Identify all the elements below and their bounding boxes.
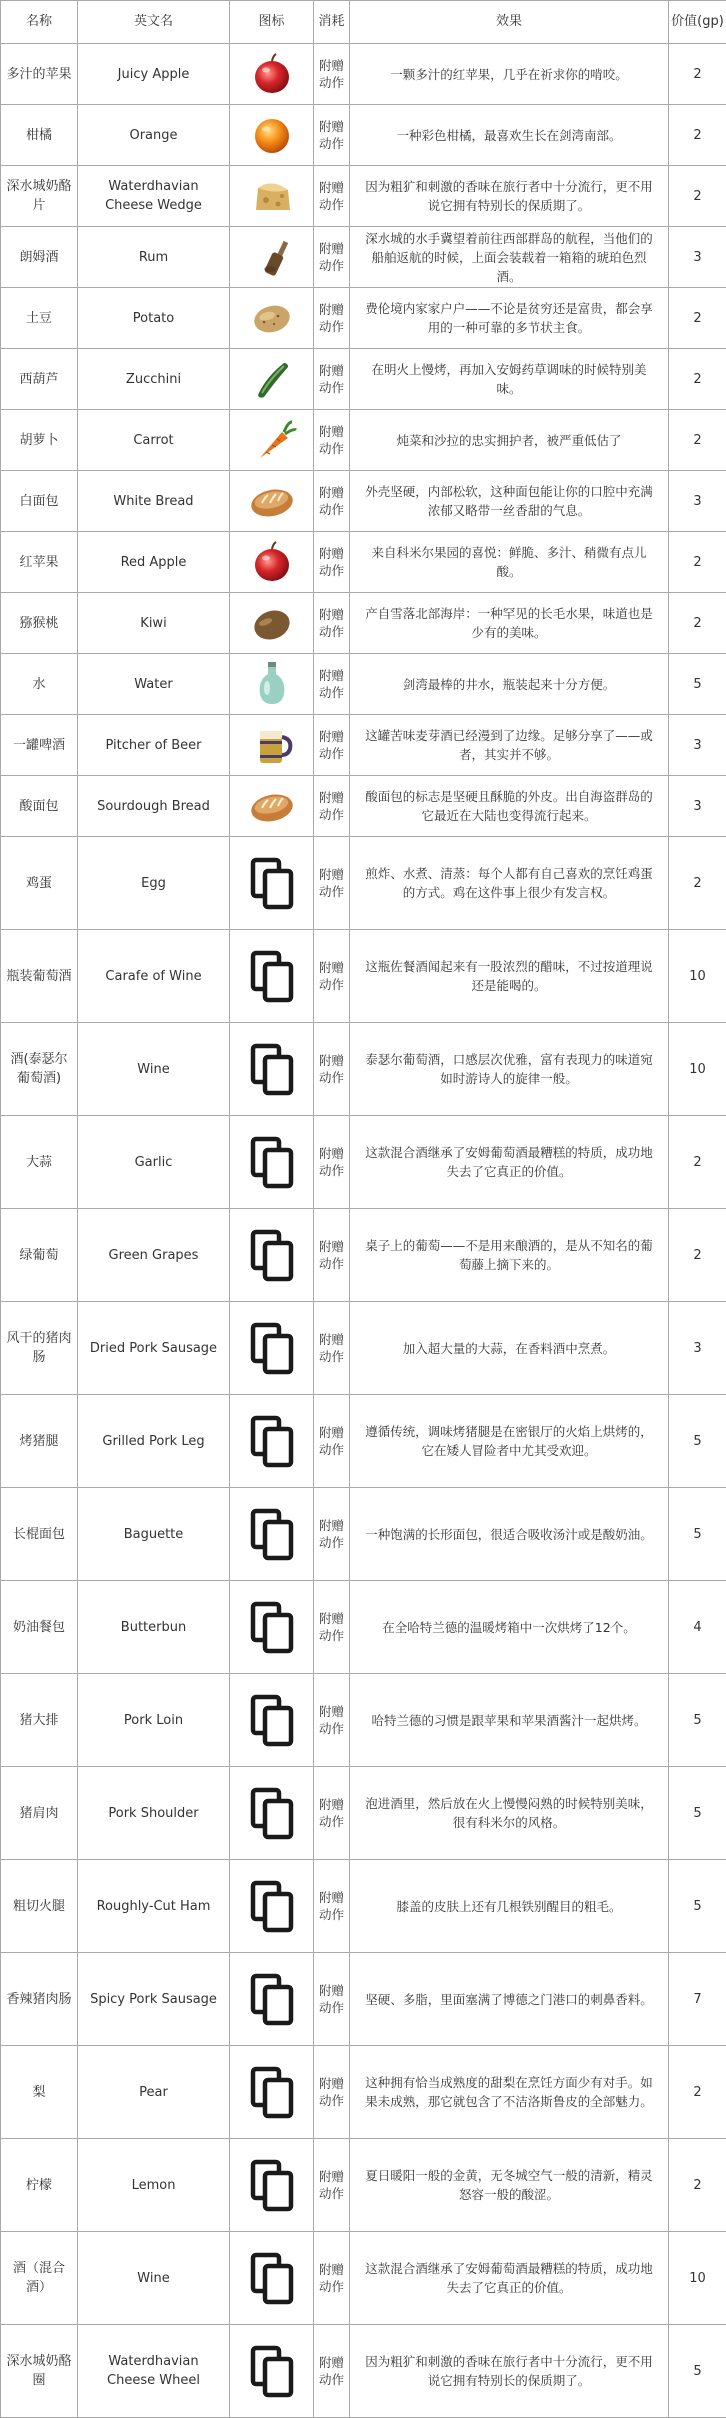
item-value: 2 [669,288,726,349]
cards-icon [242,1599,302,1655]
table-row [1,715,726,776]
item-consume: 附赠动作 [314,2046,350,2139]
item-value: 3 [669,227,726,288]
header-consume: 消耗 [314,1,350,44]
item-name: 柠檬 [1,2139,78,2232]
item-english-name: Waterdhavian Cheese Wheel [78,2325,230,2418]
item-icon-cell [230,2232,314,2325]
table-row [1,1023,726,1116]
item-icon-cell [230,1116,314,1209]
item-name: 西葫芦 [1,349,78,410]
item-effect: 煎炸、水煮、清蒸：每个人都有自己喜欢的烹饪鸡蛋的方式。鸡在这件事上很少有发言权。 [350,837,669,930]
item-icon-cell [230,776,314,837]
cards-icon [242,2064,302,2120]
table-row [1,2232,726,2325]
item-effect: 桌子上的葡萄——不是用来酿酒的，是从不知名的葡萄藤上摘下来的。 [350,1209,669,1302]
item-consume: 附赠动作 [314,1953,350,2046]
cards-icon [242,1320,302,1376]
item-english-name: Butterbun [78,1581,230,1674]
item-icon-cell [230,2325,314,2418]
cards-icon [242,1785,302,1841]
item-english-name: Pork Loin [78,1674,230,1767]
item-english-name: Kiwi [78,593,230,654]
item-effect: 深水城的水手冀望着前往西部群岛的航程，当他们的船舶返航的时候，上面会装载着一箱箱的琥珀色烈酒。 [350,227,669,288]
item-consume: 附赠动作 [314,410,350,471]
header-value: 价值(gp) [669,1,726,44]
item-icon-cell [230,1488,314,1581]
bread-icon [242,473,302,529]
item-value: 2 [669,349,726,410]
item-icon-cell [230,654,314,715]
table-row [1,1953,726,2046]
table-row [1,1488,726,1581]
item-english-name: Grilled Pork Leg [78,1395,230,1488]
table-row [1,930,726,1023]
item-value: 4 [669,1581,726,1674]
item-english-name: Sourdough Bread [78,776,230,837]
cards-icon [242,2250,302,2306]
item-consume: 附赠动作 [314,776,350,837]
item-english-name: Wine [78,2232,230,2325]
item-consume: 附赠动作 [314,654,350,715]
item-consume: 附赠动作 [314,1023,350,1116]
item-effect: 膝盖的皮肤上还有几根铁别醒目的粗毛。 [350,1860,669,1953]
item-consume: 附赠动作 [314,715,350,776]
item-english-name: Pitcher of Beer [78,715,230,776]
cards-icon [242,1692,302,1748]
item-english-name: Dried Pork Sausage [78,1302,230,1395]
cheese-wedge-icon [242,168,302,224]
item-consume: 附赠动作 [314,1488,350,1581]
item-effect: 泰瑟尔葡萄酒，口感层次优雅，富有表现力的味道宛如时游诗人的旋律一般。 [350,1023,669,1116]
table-row [1,105,726,166]
item-name: 红苹果 [1,532,78,593]
table-row [1,227,726,288]
table-row [1,288,726,349]
item-effect: 酸面包的标志是坚硬且酥脆的外皮。出自海盗群岛的它最近在大陆也变得流行起来。 [350,776,669,837]
item-consume: 附赠动作 [314,227,350,288]
item-icon-cell [230,593,314,654]
item-icon-cell [230,227,314,288]
item-consume: 附赠动作 [314,837,350,930]
item-english-name: Waterdhavian Cheese Wedge [78,166,230,227]
item-consume: 附赠动作 [314,1674,350,1767]
table-row [1,837,726,930]
table-row [1,593,726,654]
item-consume: 附赠动作 [314,2139,350,2232]
item-icon-cell [230,105,314,166]
table-row [1,1767,726,1860]
item-value: 3 [669,715,726,776]
table-row [1,1581,726,1674]
item-effect: 这款混合酒继承了安姆葡萄酒最糟糕的特质，成功地失去了它真正的价值。 [350,1116,669,1209]
item-icon-cell [230,471,314,532]
item-effect: 因为粗犷和刺激的香味在旅行者中十分流行，更不用说它拥有特别长的保质期了。 [350,2325,669,2418]
cards-icon [242,1413,302,1469]
cards-icon [242,2157,302,2213]
item-english-name: Pear [78,2046,230,2139]
cards-icon [242,2343,302,2399]
table-row [1,532,726,593]
item-consume: 附赠动作 [314,1860,350,1953]
item-value: 10 [669,1023,726,1116]
item-icon-cell [230,1953,314,2046]
item-consume: 附赠动作 [314,593,350,654]
item-name: 朗姆酒 [1,227,78,288]
item-effect: 剑湾最棒的井水，瓶装起来十分方便。 [350,654,669,715]
item-name: 梨 [1,2046,78,2139]
item-english-name: Baguette [78,1488,230,1581]
item-icon-cell [230,1767,314,1860]
carrot-icon [242,412,302,468]
item-icon-cell [230,288,314,349]
cards-icon [242,1134,302,1190]
table-row [1,1209,726,1302]
item-value: 2 [669,1116,726,1209]
item-english-name: Zucchini [78,349,230,410]
item-icon-cell [230,2139,314,2232]
item-icon-cell [230,2046,314,2139]
item-value: 3 [669,1302,726,1395]
item-value: 5 [669,1860,726,1953]
item-value: 5 [669,1674,726,1767]
table-row [1,1860,726,1953]
water-flask-icon [242,656,302,712]
item-value: 3 [669,776,726,837]
item-value: 7 [669,1953,726,2046]
kiwi-icon [242,595,302,651]
item-english-name: Carrot [78,410,230,471]
cards-icon [242,1971,302,2027]
item-effect: 在明火上慢烤，再加入安姆药草调味的时候特别美味。 [350,349,669,410]
item-consume: 附赠动作 [314,2232,350,2325]
table-row [1,166,726,227]
item-consume: 附赠动作 [314,44,350,105]
item-english-name: Spicy Pork Sausage [78,1953,230,2046]
item-value: 10 [669,2232,726,2325]
item-icon-cell [230,837,314,930]
item-english-name: Potato [78,288,230,349]
potato-icon [242,290,302,346]
item-icon-cell [230,349,314,410]
item-consume: 附赠动作 [314,349,350,410]
item-consume: 附赠动作 [314,1581,350,1674]
item-consume: 附赠动作 [314,1395,350,1488]
cards-icon [242,1227,302,1283]
item-english-name: Wine [78,1023,230,1116]
item-value: 2 [669,1209,726,1302]
item-effect: 加入超大量的大蒜，在香料酒中烹煮。 [350,1302,669,1395]
item-effect: 坚硬、多脂，里面塞满了博德之门港口的刺鼻香料。 [350,1953,669,2046]
table-row [1,2046,726,2139]
zucchini-icon [242,351,302,407]
item-icon-cell [230,410,314,471]
item-value: 5 [669,2325,726,2418]
item-name: 大蒜 [1,1116,78,1209]
item-effect: 费伦境内家家户户——不论是贫穷还是富贵，都会享用的一种可靠的多节状主食。 [350,288,669,349]
item-value: 2 [669,410,726,471]
item-name: 深水城奶酪片 [1,166,78,227]
item-name: 奶油餐包 [1,1581,78,1674]
cards-icon [242,1506,302,1562]
item-value: 5 [669,654,726,715]
item-value: 2 [669,532,726,593]
item-value: 2 [669,44,726,105]
item-consume: 附赠动作 [314,2325,350,2418]
header-row [1,1,726,44]
item-name: 绿葡萄 [1,1209,78,1302]
item-english-name: Orange [78,105,230,166]
item-english-name: Garlic [78,1116,230,1209]
header-english: 英文名 [78,1,230,44]
table-row [1,654,726,715]
item-value: 5 [669,1488,726,1581]
item-name: 水 [1,654,78,715]
item-effect: 泡进酒里，然后放在火上慢慢闷熟的时候特别美味，很有科米尔的风格。 [350,1767,669,1860]
bread-icon [242,778,302,834]
table-row [1,2325,726,2418]
item-icon-cell [230,166,314,227]
item-value: 3 [669,471,726,532]
table-row [1,1302,726,1395]
item-name: 胡萝卜 [1,410,78,471]
table-row [1,349,726,410]
item-icon-cell [230,1395,314,1488]
item-icon-cell [230,1302,314,1395]
table-row [1,1395,726,1488]
item-name: 猕猴桃 [1,593,78,654]
item-english-name: Carafe of Wine [78,930,230,1023]
item-english-name: Pork Shoulder [78,1767,230,1860]
table-row [1,471,726,532]
item-icon-cell [230,1023,314,1116]
item-name: 酸面包 [1,776,78,837]
item-name: 酒（混合酒） [1,2232,78,2325]
item-effect: 一种饱满的长形面包，很适合吸收汤汁或是酸奶油。 [350,1488,669,1581]
item-name: 鸡蛋 [1,837,78,930]
item-effect: 这款混合酒继承了安姆葡萄酒最糟糕的特质，成功地失去了它真正的价值。 [350,2232,669,2325]
item-consume: 附赠动作 [314,532,350,593]
orange-icon [242,107,302,163]
item-consume: 附赠动作 [314,1116,350,1209]
header-name: 名称 [1,1,78,44]
item-name: 猪肩肉 [1,1767,78,1860]
item-icon-cell [230,1209,314,1302]
item-icon-cell [230,532,314,593]
item-effect: 夏日暖阳一般的金黄，无冬城空气一般的清新，精灵怒容一般的酸涩。 [350,2139,669,2232]
item-effect: 哈特兰德的习惯是跟苹果和苹果酒酱汁一起烘烤。 [350,1674,669,1767]
item-value: 2 [669,166,726,227]
rum-bottle-icon [242,229,302,285]
item-consume: 附赠动作 [314,166,350,227]
item-consume: 附赠动作 [314,1209,350,1302]
item-value: 10 [669,930,726,1023]
item-english-name: Roughly-Cut Ham [78,1860,230,1953]
item-value: 5 [669,1767,726,1860]
item-name: 一罐啤酒 [1,715,78,776]
apple-icon [242,46,302,102]
table-row [1,1674,726,1767]
item-english-name: Red Apple [78,532,230,593]
item-value: 5 [669,1395,726,1488]
item-icon-cell [230,1581,314,1674]
item-icon-cell [230,1674,314,1767]
item-icon-cell [230,44,314,105]
item-name: 烤猪腿 [1,1395,78,1488]
table-row [1,410,726,471]
item-name: 深水城奶酪圈 [1,2325,78,2418]
item-english-name: Egg [78,837,230,930]
item-english-name: Lemon [78,2139,230,2232]
table-row [1,776,726,837]
item-name: 白面包 [1,471,78,532]
item-effect: 炖菜和沙拉的忠实拥护者，被严重低估了 [350,410,669,471]
item-effect: 产自雪落北部海岸：一种罕见的长毛水果，味道也是少有的美味。 [350,593,669,654]
item-consume: 附赠动作 [314,1767,350,1860]
table-row [1,44,726,105]
item-english-name: Water [78,654,230,715]
beer-pitcher-icon [242,717,302,773]
item-english-name: White Bread [78,471,230,532]
item-value: 2 [669,2046,726,2139]
item-name: 柑橘 [1,105,78,166]
item-consume: 附赠动作 [314,930,350,1023]
item-effect: 因为粗犷和刺激的香味在旅行者中十分流行，更不用说它拥有特别长的保质期了。 [350,166,669,227]
item-effect: 一颗多汁的红苹果，几乎在祈求你的啃咬。 [350,44,669,105]
item-value: 2 [669,837,726,930]
item-name: 土豆 [1,288,78,349]
item-effect: 遵循传统，调味烤猪腿是在密银厅的火焰上烘烤的，它在矮人冒险者中尤其受欢迎。 [350,1395,669,1488]
item-consume: 附赠动作 [314,471,350,532]
item-consume: 附赠动作 [314,288,350,349]
item-effect: 外壳坚硬，内部松软，这种面包能让你的口腔中充满浓郁又略带一丝香甜的气息。 [350,471,669,532]
item-name: 粗切火腿 [1,1860,78,1953]
cards-icon [242,1878,302,1934]
item-effect: 这种拥有恰当成熟度的甜梨在烹饪方面少有对手。如果未成熟，那它就包含了不洁洛斯鲁皮的全部魅力。 [350,2046,669,2139]
item-name: 风干的猪肉肠 [1,1302,78,1395]
cards-icon [242,855,302,911]
item-effect: 一种彩色柑橘，最喜欢生长在剑湾南部。 [350,105,669,166]
item-name: 长棍面包 [1,1488,78,1581]
item-name: 多汁的苹果 [1,44,78,105]
item-name: 酒(泰瑟尔葡萄酒) [1,1023,78,1116]
item-effect: 这罐苦味麦芽酒已经漫到了边缘。足够分享了——或者，其实并不够。 [350,715,669,776]
item-effect: 这瓶佐餐酒闻起来有一股浓烈的醋味，不过按道理说还是能喝的。 [350,930,669,1023]
item-name: 香辣猪肉肠 [1,1953,78,2046]
item-english-name: Juicy Apple [78,44,230,105]
apple-icon [242,534,302,590]
item-value: 2 [669,593,726,654]
cards-icon [242,1041,302,1097]
header-effect: 效果 [350,1,669,44]
item-english-name: Green Grapes [78,1209,230,1302]
item-effect: 在全哈特兰德的温暖烤箱中一次烘烤了12个。 [350,1581,669,1674]
item-icon-cell [230,1860,314,1953]
item-english-name: Rum [78,227,230,288]
item-value: 2 [669,105,726,166]
item-name: 瓶装葡萄酒 [1,930,78,1023]
cards-icon [242,948,302,1004]
table-row [1,1116,726,1209]
item-icon-cell [230,715,314,776]
item-value: 2 [669,2139,726,2232]
item-consume: 附赠动作 [314,105,350,166]
item-name: 猪大排 [1,1674,78,1767]
header-icon: 图标 [230,1,314,44]
item-icon-cell [230,930,314,1023]
item-consume: 附赠动作 [314,1302,350,1395]
table-row [1,2139,726,2232]
item-effect: 来自科米尔果园的喜悦：鲜脆、多汁、稍微有点儿酸。 [350,532,669,593]
